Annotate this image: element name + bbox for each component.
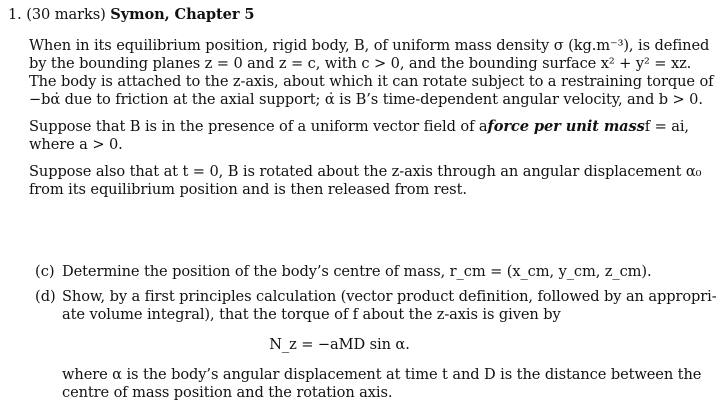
part-d-line2: ate volume integral), that the torque of f about the z-axis is given by [62, 306, 561, 323]
para2-line2: where a > 0. [29, 136, 123, 153]
question-heading [8, 6, 408, 24]
torque-equation: N_z = −aMD sin α. [269, 336, 410, 353]
para2-emphasis: force per unit mass [487, 118, 645, 135]
question-marks: (30 marks) [26, 6, 106, 23]
para1-line1: When in its equilibrium position, rigid body, B, of uniform mass density σ (kg.m⁻³), is defined [29, 37, 710, 54]
part-c-text: Determine the position of the body’s centre of mass, r_cm = (x_cm, y_cm, z_cm). [62, 263, 652, 280]
part-d-line1: Show, by a first principles calculation (vector product definition, followed by an appropri- [62, 288, 717, 305]
para1-line3: The body is attached to the z-axis, about which it can rotate subject to a restraining torque of [29, 73, 714, 90]
para2-pre: Suppose that B is in the presence of a uniform vector field of a [29, 118, 488, 135]
para1-line2: by the bounding planes z = 0 and z = c, with c > 0, and the bounding surface x² + y² = xz. [29, 55, 692, 72]
question-number: 1. [8, 6, 22, 23]
question-title: Symon, Chapter 5 [110, 6, 255, 23]
part-d-line3: where α is the body’s angular displacement at time t and D is the distance between the [62, 366, 702, 383]
para2-post: f = ai, [644, 118, 689, 135]
para1-line4: −bα̇ due to friction at the axial support; α̇ is B’s time-dependent angular velocity, and b > 0. [29, 91, 703, 108]
part-d-line4: centre of mass position and the rotation axis. [62, 384, 393, 401]
para2-line1 [29, 118, 689, 136]
para3-line2: from its equilibrium position and is then released from rest. [29, 181, 467, 198]
para3-line1: Suppose also that at t = 0, B is rotated about the z-axis through an angular displacement α₀ [29, 163, 702, 180]
part-d-label: (d) [35, 288, 56, 305]
part-c-label: (c) [35, 263, 55, 280]
